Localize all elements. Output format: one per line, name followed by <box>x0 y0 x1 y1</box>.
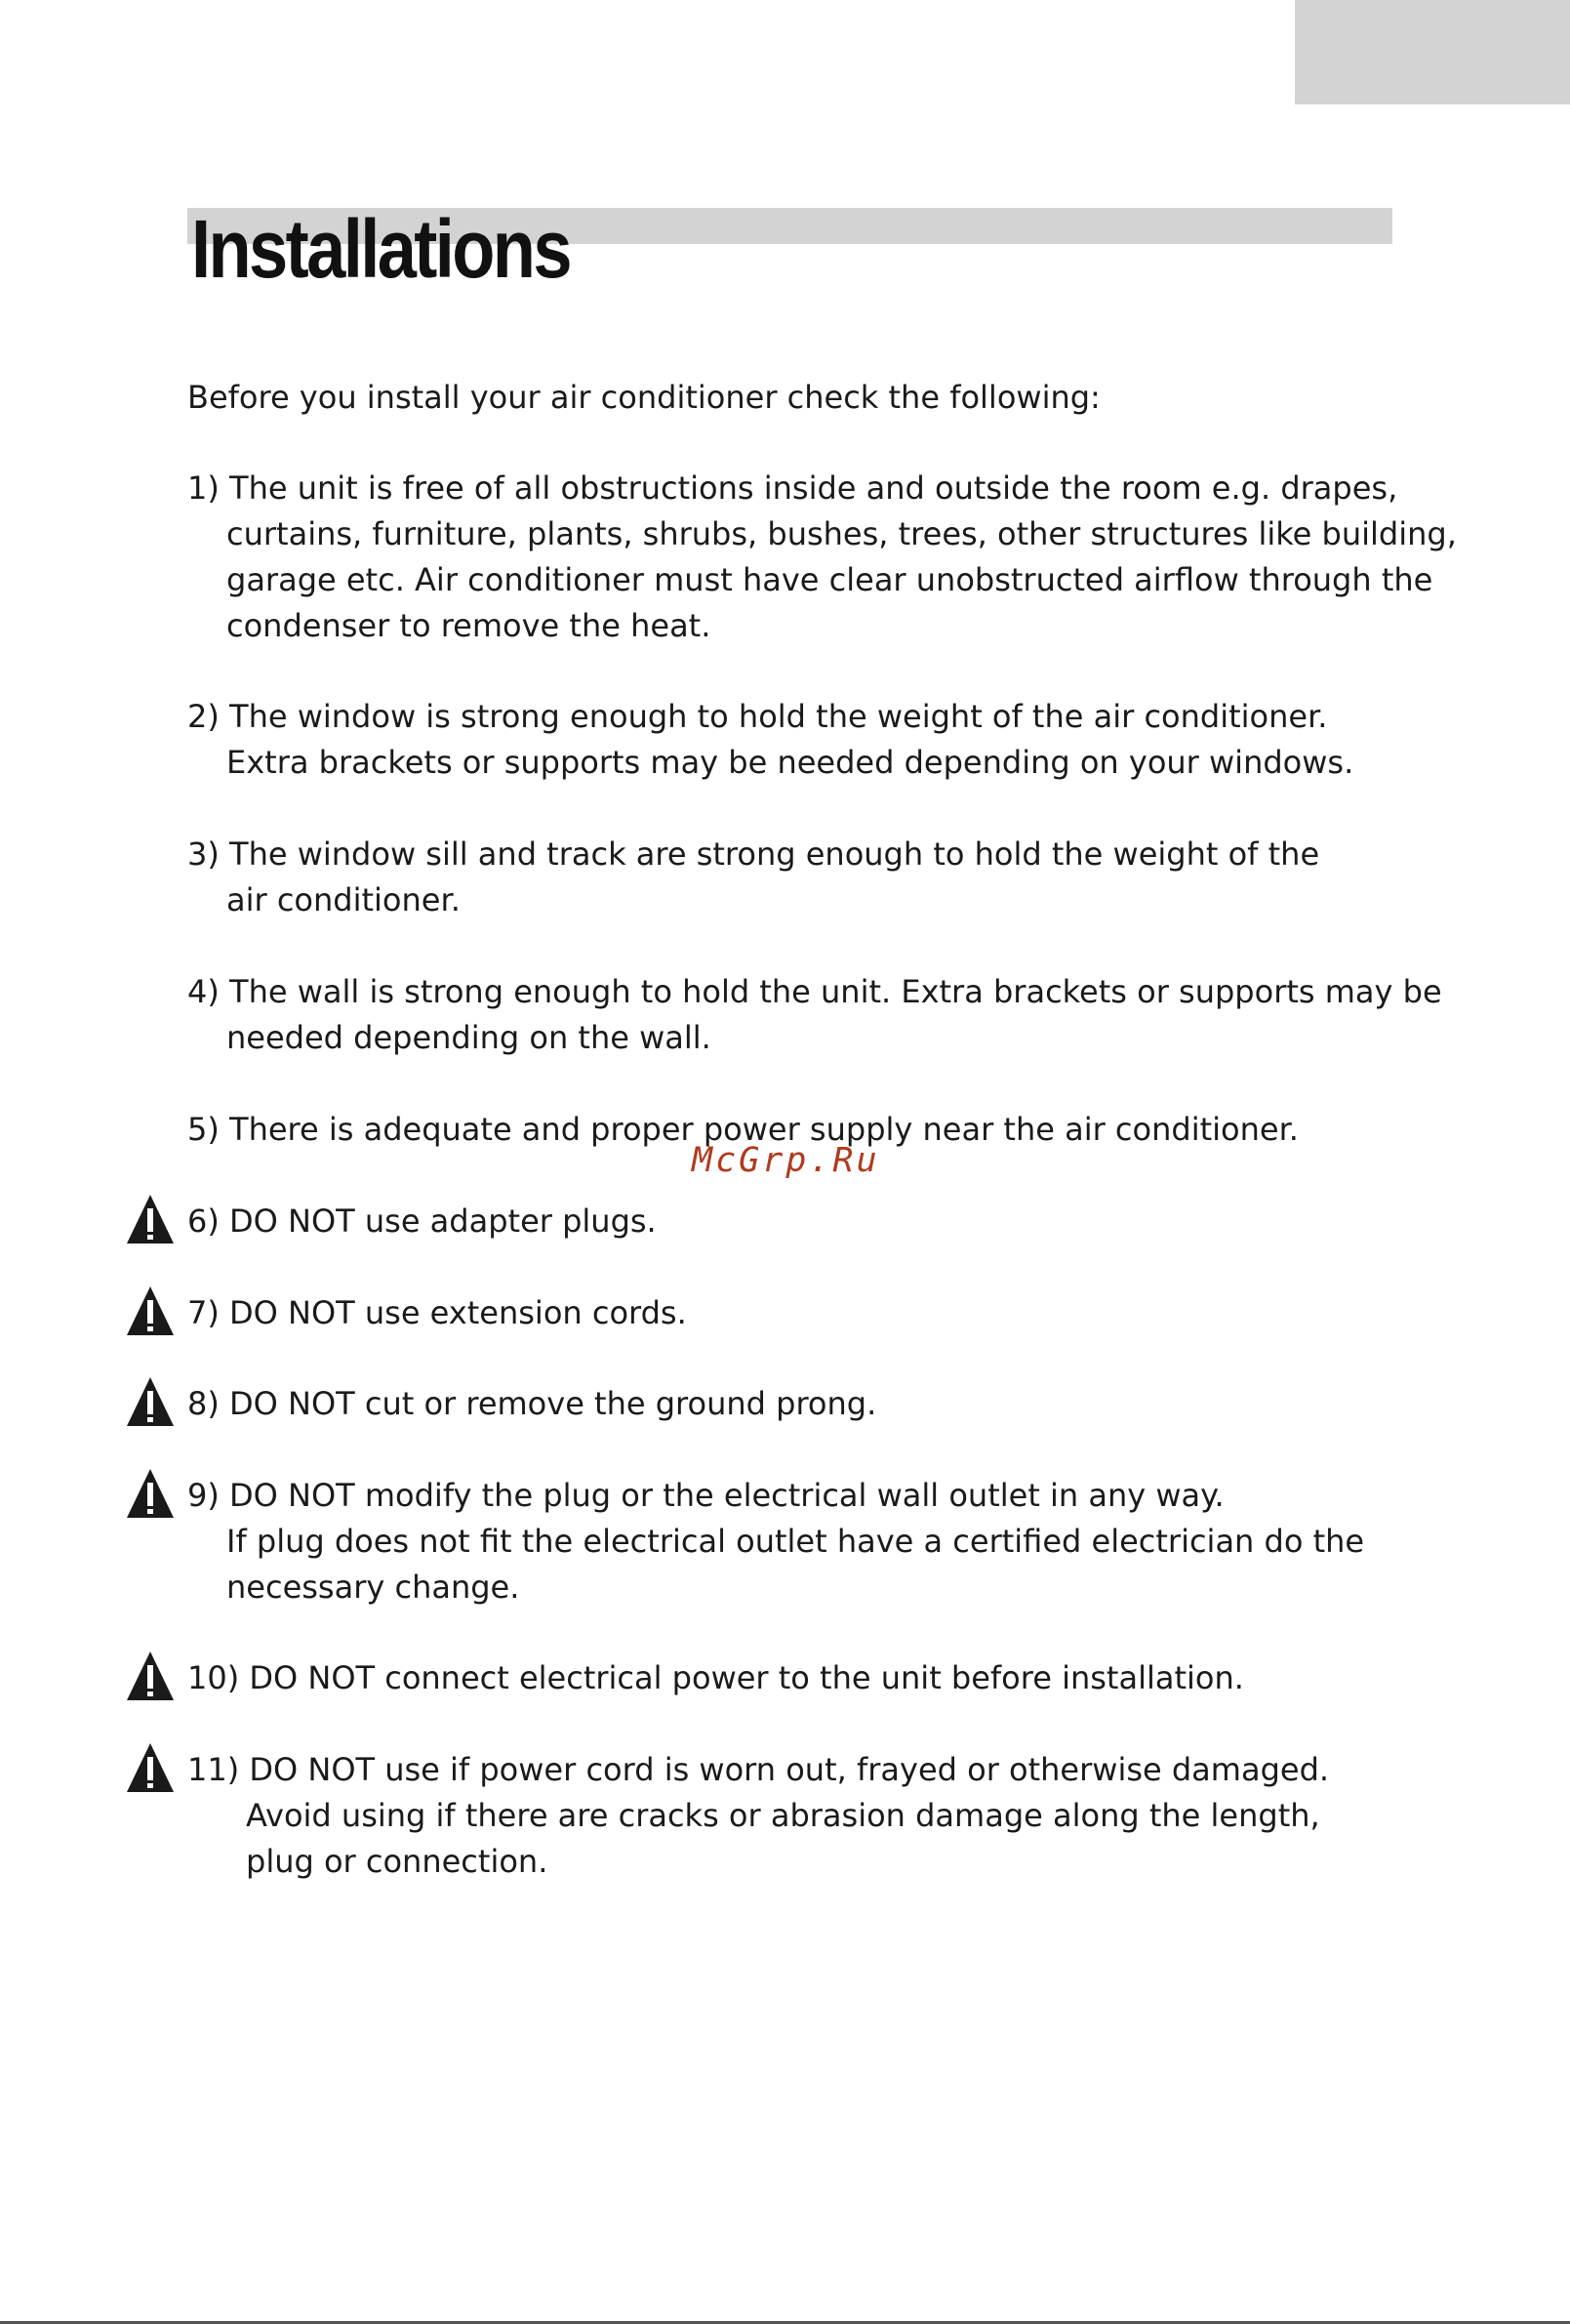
item-text: There is adequate and proper power supply near the air conditioner. <box>229 1111 1299 1148</box>
item-text: DO NOT use adapter plugs. <box>229 1203 657 1240</box>
item-text: DO NOT connect electrical power to the unit before installation. <box>249 1659 1244 1696</box>
item-number: 9) <box>187 1477 230 1514</box>
item-text: curtains, furniture, plants, shrubs, bushes, trees, other structures like building, <box>226 515 1457 552</box>
warning-triangle-icon <box>125 1193 176 1245</box>
item-number: 1) <box>187 469 230 507</box>
item-text: Avoid using if there are cracks or abrasion damage along the length, <box>246 1797 1320 1834</box>
list-item-4 <box>187 969 1442 1061</box>
item-number: 7) <box>187 1294 230 1331</box>
warning-triangle-icon <box>125 1375 176 1428</box>
intro-text: Before you install your air conditioner check the following: <box>187 379 1101 416</box>
item-text: plug or connection. <box>246 1843 548 1880</box>
warning-triangle-icon <box>125 1741 176 1794</box>
item-number: 5) <box>187 1111 230 1148</box>
warning-triangle-icon <box>125 1284 176 1337</box>
item-text: Extra brackets or supports may be needed depending on your windows. <box>226 744 1354 781</box>
item-text: DO NOT cut or remove the ground prong. <box>229 1385 877 1422</box>
list-item-9 <box>187 1473 1364 1610</box>
corner-tab <box>1295 0 1570 104</box>
item-number: 6) <box>187 1203 230 1240</box>
item-text: The window sill and track are strong enough to hold the weight of the <box>229 836 1320 873</box>
warning-triangle-icon <box>125 1467 176 1520</box>
item-number: 11) <box>187 1751 250 1788</box>
item-text: DO NOT modify the plug or the electrical wall outlet in any way. <box>229 1477 1225 1514</box>
watermark: McGrp.Ru <box>692 1141 880 1180</box>
item-number: 10) <box>187 1659 250 1696</box>
list-item-6 <box>187 1199 657 1244</box>
item-text: garage etc. Air conditioner must have clear unobstructed airflow through the <box>226 561 1433 598</box>
list-item-8 <box>187 1381 876 1427</box>
item-text: The window is strong enough to hold the weight of the air conditioner. <box>229 698 1328 735</box>
item-number: 2) <box>187 698 230 735</box>
item-number: 4) <box>187 973 230 1010</box>
warning-triangle-icon <box>125 1650 176 1702</box>
list-item-7 <box>187 1290 687 1336</box>
item-text: air conditioner. <box>226 881 461 918</box>
list-item-1 <box>187 466 1457 649</box>
item-number: 3) <box>187 836 230 873</box>
item-number: 8) <box>187 1385 230 1422</box>
item-text: The unit is free of all obstructions inside and outside the room e.g. drapes, <box>229 469 1398 507</box>
list-item-2 <box>187 694 1353 786</box>
list-item-3 <box>187 832 1319 923</box>
item-text: needed depending on the wall. <box>226 1019 711 1056</box>
item-text: necessary change. <box>226 1569 520 1606</box>
item-text: condenser to remove the heat. <box>226 607 711 644</box>
item-text: DO NOT use if power cord is worn out, frayed or otherwise damaged. <box>249 1751 1330 1788</box>
page-title: Installations <box>191 203 570 295</box>
item-text: DO NOT use extension cords. <box>229 1294 687 1331</box>
list-item-10 <box>187 1655 1244 1701</box>
list-item-11 <box>187 1747 1329 1885</box>
item-text: If plug does not fit the electrical outlet have a certified electrician do the <box>226 1523 1365 1560</box>
item-text: The wall is strong enough to hold the unit. Extra brackets or supports may be <box>229 973 1442 1010</box>
